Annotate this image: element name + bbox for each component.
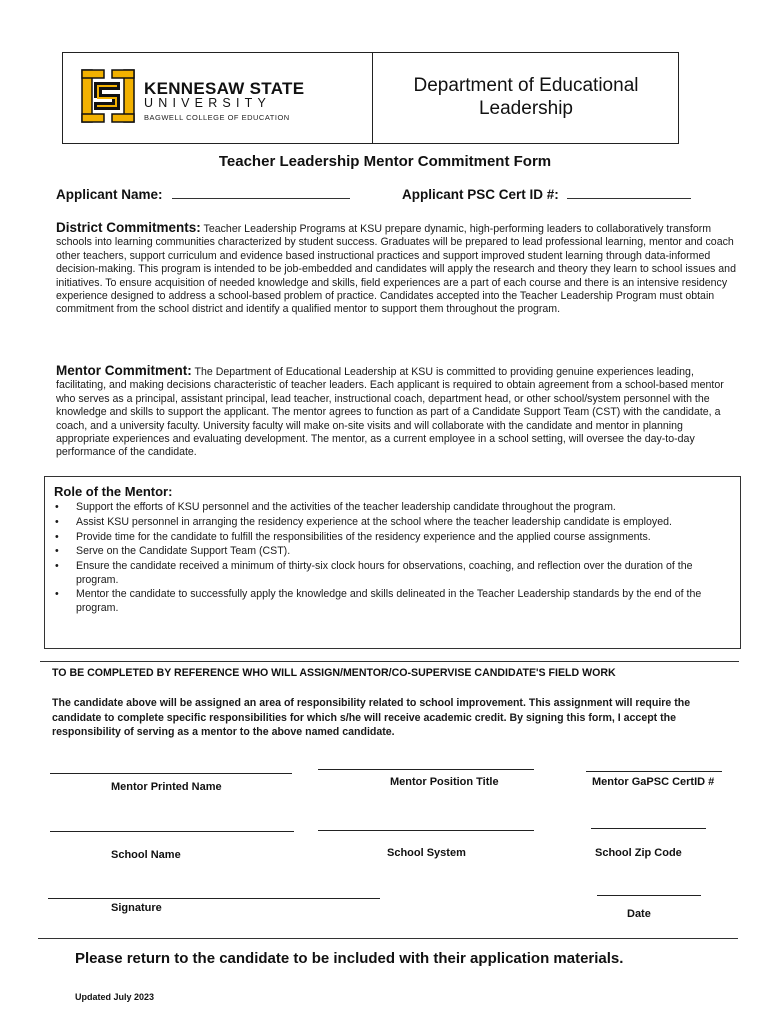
return-note: Please return to the candidate to be included with their application materials. (75, 950, 624, 967)
bullet: • (55, 530, 59, 543)
list-item (54, 531, 734, 544)
bullet: • (55, 588, 59, 601)
school-name-label: School Name (111, 849, 181, 861)
college-name: BAGWELL COLLEGE OF EDUCATION (144, 113, 290, 122)
department-line-2: Leadership (478, 98, 574, 119)
applicant-cert-label: Applicant PSC Cert ID #: (402, 187, 559, 202)
updated-date: Updated July 2023 (75, 992, 155, 1002)
school-zip-label: School Zip Code (595, 847, 682, 859)
list-item (54, 516, 734, 529)
applicant-cert-field[interactable] (402, 187, 691, 202)
bullet: • (55, 515, 59, 528)
role-heading: Role of the Mentor: (54, 484, 173, 499)
department-title (373, 74, 679, 120)
list-item (54, 545, 734, 558)
section-divider (40, 661, 739, 662)
school-name-line[interactable] (50, 831, 294, 832)
signature-line[interactable] (48, 898, 380, 899)
footer-divider (38, 938, 738, 939)
role-item-text: Ensure the candidate received a minimum of thirty-six clock hours for observations, coaching, and reflection over the duration of the program. (76, 560, 693, 586)
role-item-text: Support the efforts of KSU personnel and the activities of the teacher leadership candidate throughout the program. (76, 501, 616, 513)
role-item-text: Mentor the candidate to successfully apply the knowledge and skills delineated in the Teacher Leadership standards by the end of the program. (76, 588, 702, 614)
mentor-cert-label: Mentor GaPSC CertID # (592, 776, 715, 788)
mentor-position-line[interactable] (318, 769, 534, 770)
applicant-name-blank[interactable] (172, 187, 350, 199)
role-item-text: Serve on the Candidate Support Team (CST). (76, 545, 291, 558)
signature-label: Signature (111, 902, 162, 914)
list-item (54, 501, 734, 514)
school-system-label: School System (387, 847, 466, 859)
university-sub: UNIVERSITY (144, 96, 272, 110)
school-zip-line[interactable] (591, 828, 706, 829)
university-name: KENNESAW STATE (144, 79, 305, 98)
list-item (54, 588, 734, 615)
mentor-position-label: Mentor Position Title (390, 776, 499, 788)
district-commitments (56, 221, 736, 317)
bullet: • (55, 501, 59, 513)
date-label: Date (627, 908, 651, 920)
school-system-line[interactable] (318, 830, 534, 831)
mentor-cert-line[interactable] (586, 771, 722, 772)
mentor-name-label: Mentor Printed Name (111, 781, 222, 793)
district-heading: District Commitments: (56, 220, 201, 235)
applicant-name-label: Applicant Name: (56, 187, 163, 202)
applicant-name-field[interactable] (56, 187, 350, 202)
reference-text: The candidate above will be assigned an area of responsibility related to school improvement. This assignment will require the candidate to complete specific responsibilities for which s/he will receive academic credit. By signing this form, I accept the responsibility of serving as a mentor to the above named candidate. (52, 697, 691, 738)
mentor-heading: Mentor Commitment: (56, 363, 192, 378)
applicant-cert-blank[interactable] (567, 187, 691, 199)
reference-heading: TO BE COMPLETED BY REFERENCE WHO WILL ASSIGN/MENTOR/CO-SUPERVISE CANDIDATE'S FIELD WORK (52, 667, 616, 679)
department-line-1: Department of Educational (413, 75, 639, 96)
district-text: Teacher Leadership Programs at KSU prepare dynamic, high-performing leaders to collaboratively transform schools into learning communities characterized by student success. Graduates will be prepared to lead professional learning, mentor and coach other teachers, support curriculum and evidence based instructional practices and support improved student learning through data-informed decision-making. This program is intended to be job-embedded and candidates will apply the research and theory they learn to school issues and initiatives. To ensure acquisition of needed knowledge and skills, field experiences are a part of each course and there is an intensive residency experience designed to address a school-based problem of practice. Candidates accepted into the Teacher Leadership Program must obtain commitment from the school district and identify a qualified mentor to support them throughout the program. (56, 223, 736, 316)
ksu-logo-icon (80, 66, 136, 126)
form-title: Teacher Leadership Mentor Commitment Form (218, 153, 552, 170)
mentor-commitment (56, 364, 736, 460)
role-item-text: Assist KSU personnel in arranging the residency experience at the school where the teacher leadership candidate is employed. (76, 515, 672, 528)
mentor-text: The Department of Educational Leadership at KSU is committed to providing genuine experiences leading, facilitating, and making decisions characteristic of teacher leaders. Each applicant is required to obtain agreement from a school-based mentor who serves as a principal, assistant principal, lead teacher, instructional coach, department head, or other school/system personnel with the knowledge and skills to support the applicant. The mentor agrees to function as part of a Candidate Support Team (CST) with the candidate, a coach, and a university faculty. University faculty will make on-site visits and will collaborate with the candidate and mentor in planning appropriate experiences and evaluating development. The mentor, as a current employee in a school setting, will oversee the day-to-day performance of the candidate. (56, 366, 724, 459)
bullet: • (55, 560, 59, 573)
mentor-name-line[interactable] (50, 773, 292, 774)
role-item-text: Provide time for the candidate to fulfill the responsibilities of the residency experience and the applied course assignments. (76, 530, 651, 543)
list-item (54, 560, 734, 587)
role-list (54, 501, 734, 617)
bullet: • (55, 545, 59, 558)
date-line[interactable] (597, 895, 701, 896)
